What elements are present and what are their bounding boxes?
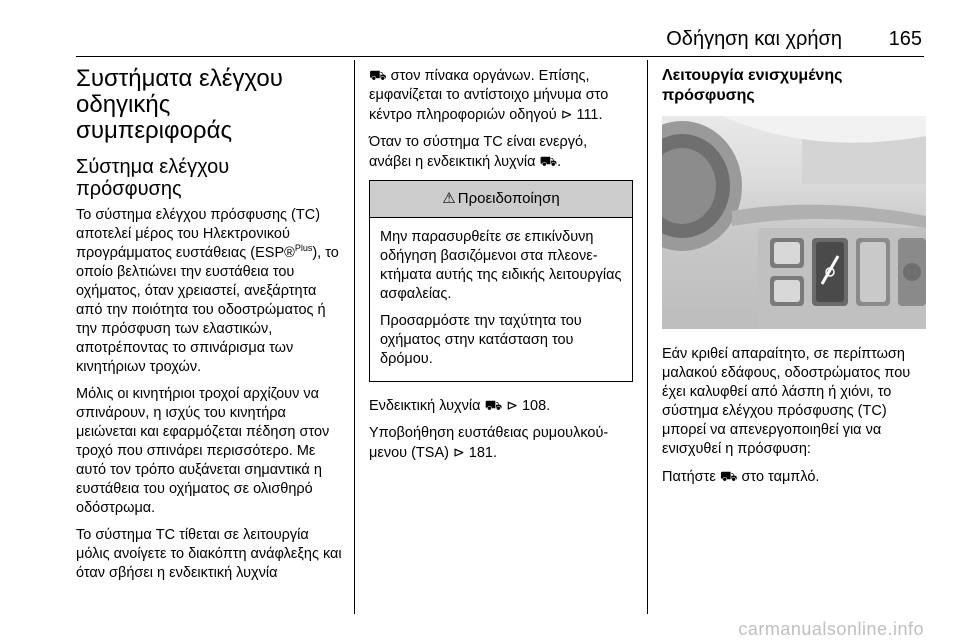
column-divider — [647, 60, 648, 614]
subsection-heading: Σύστημα ελέγχου πρόσφυσης — [76, 156, 230, 200]
dashboard-switch-photo — [662, 116, 926, 329]
section-heading: Συστήματα ελέγχου οδηγικής συμπεριφοράς — [76, 65, 283, 144]
header-divider — [76, 56, 924, 57]
paragraph-indicator: ⛟ στον πίνακα οργάνων. Επίσης, εμφανίζεται το αντίστοιχο μήνυμα στο κέντρο πληροφοριών οδηγού ⊳ 111. — [369, 67, 609, 123]
warning-header — [370, 181, 632, 218]
warning-text: Προσαρμόστε την ταχύτητα του οχήματος στην κατάσταση του δρόμου. — [380, 313, 582, 367]
page-header — [0, 18, 960, 58]
paragraph-tc-intro: Το σύστημα ελέγχου πρόσφυσης (TC) αποτελεί μέρος του Ηλεκτρονικού προγράμματος ευστάθειας (ESP®$^{Plus}$), το οποίο βελτιώνει την ευστάθεια του οχήματος, όταν χρειαστεί, ανεξάρτητα από την ποιότητα του οδοστρώματος ή την πρόσφυση των ελαστικών, αποτρέποντας το σπινάρισμα των κινητήριων τροχών. — [76, 207, 339, 375]
page-ref-link[interactable]: 108. — [521, 398, 551, 414]
paragraph-press-button: Πατήστε ⛟ στο ταμπλό. — [662, 468, 820, 485]
column-right — [662, 66, 928, 495]
paragraph-tc-active: Όταν το σύστημα TC είναι ενεργό, ανάβει η ενδεικτική λυχνία ⛟. — [369, 134, 588, 170]
watermark: carmanualsonline.info — [738, 619, 924, 639]
page-number: 165 — [888, 28, 922, 50]
paragraph-tc-activation: Το σύστημα TC τίθεται σε λειτουργία μόλις ανοίγετε το διακόπτη ανάφλεξης και όταν σβήσει η ενδεικτική λυχνία — [76, 527, 342, 581]
warning-box — [369, 180, 633, 382]
skid-car-icon: ⛟ — [719, 468, 738, 484]
dashboard-photo-art — [662, 116, 926, 329]
paragraph-enhanced-traction: Εάν κριθεί απαραίτητο, σε περίπτωση μαλακού εδάφους, οδοστρώματος που έχει καλυφθεί από λάσπη ή χιόνι, το σύστημα ελέγχου πρόσφυσης (TC) μπορεί να απενεργοποιηθεί για να ενισχυθεί η πρόσφυση: — [662, 346, 911, 457]
page-ref-link[interactable]: 181. — [468, 445, 497, 461]
warning-text: Μην παρασυρθείτε σε επικίνδυνη οδήγηση βασιζόμενοι στα πλεονεκτήματα αυτής της ειδικής λειτουργίας ασφαλείας. — [380, 229, 622, 302]
paragraph-indicator-ref: Ενδεικτική λυχνία ⛟ ⊳ 108. — [369, 397, 551, 414]
header-title: Οδήγηση και χρήση — [666, 28, 842, 50]
page-ref-link[interactable]: 111. — [576, 107, 603, 123]
paragraph-tsa-ref: Υποβοήθηση ευστάθειας ρυμουλκούμενου (TSA) ⊳ 181. — [369, 425, 609, 461]
column-divider — [354, 60, 355, 614]
warning-body — [370, 218, 632, 381]
page-ref-arrow-icon: ⊳ — [452, 444, 465, 460]
warning-triangle-icon: ⚠ — [442, 190, 456, 207]
page-ref-arrow-icon: ⊳ — [506, 397, 518, 413]
paragraph-tc-operation: Μόλις οι κινητήριοι τροχοί αρχίζουν να σπινάρουν, η ισχύς του κινητήρα μειώνεται και εφαρμόζεται πέδηση στον τροχό που σπινάρει περισσότερο. Με αυτό τον τρόπο αυξάνεται σημαντικά η ευστάθεια του οχήματος σε ολισθηρό οδόστρωμα. — [76, 386, 330, 516]
skid-car-icon: ⛟ — [539, 153, 558, 169]
column-left — [76, 66, 346, 591]
skid-car-icon: ⛟ — [484, 397, 503, 413]
warning-title: Προειδοποίηση — [457, 190, 560, 207]
subsection-heading: Λειτουργία ενισχυμένης πρόσφυσης — [662, 67, 843, 104]
column-middle — [369, 66, 633, 471]
page-ref-arrow-icon: ⊳ — [560, 106, 573, 122]
skid-car-icon: ⛟ — [369, 67, 387, 83]
